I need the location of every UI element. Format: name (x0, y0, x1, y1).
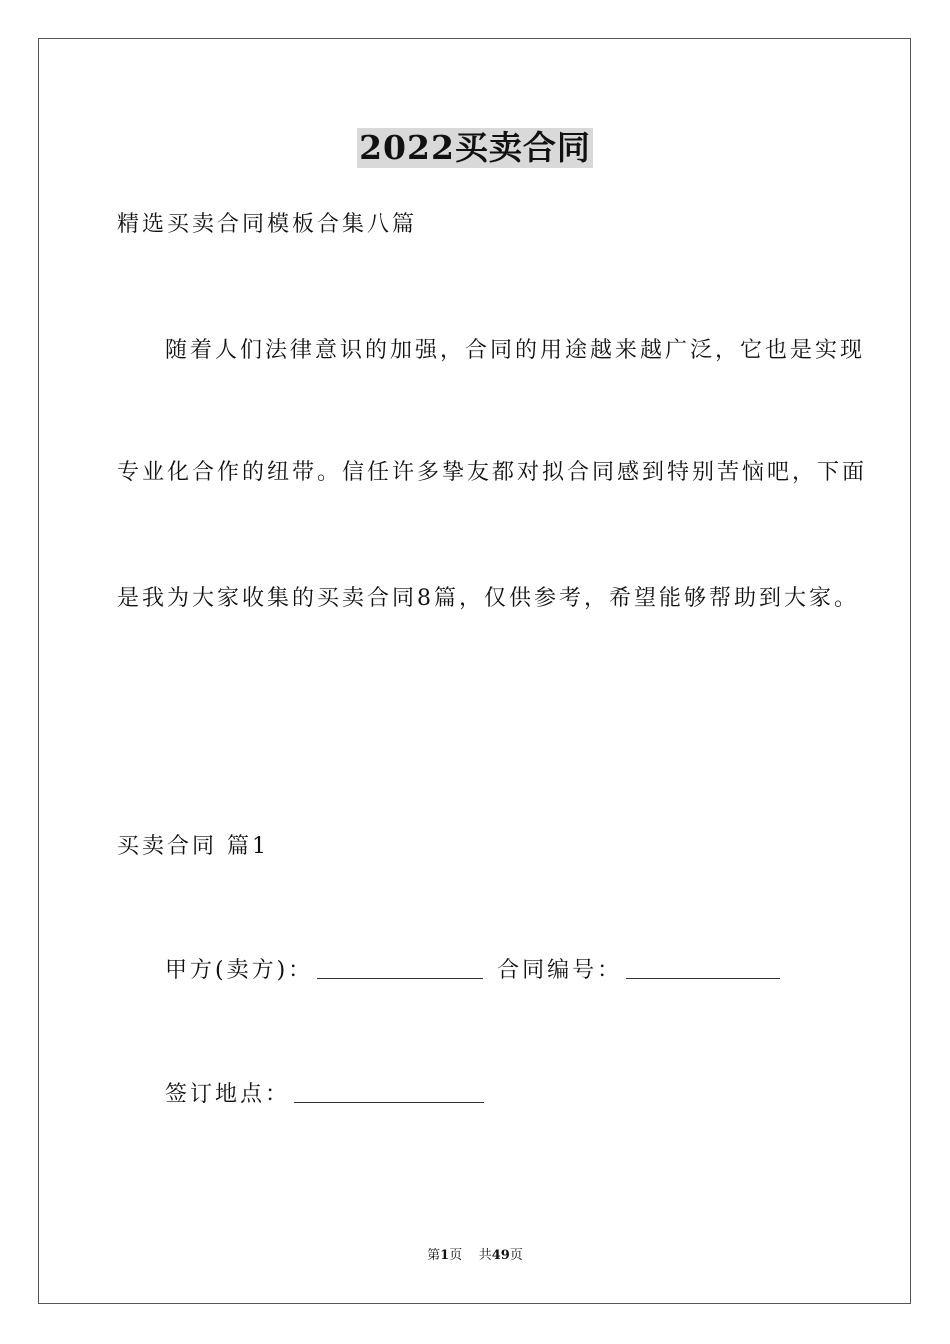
footer-page-number: 1 (440, 1248, 450, 1263)
section-heading: 买卖合同 篇1 (117, 834, 269, 859)
intro-paragraph-line-3: 是我为大家收集的买卖合同8篇，仅供参考，希望能够帮助到大家。 (117, 586, 859, 611)
party-a-blank (317, 956, 483, 979)
footer-total-prefix: 共 (478, 1248, 492, 1263)
title-container (0, 128, 950, 168)
page-footer (0, 1247, 950, 1265)
footer-page-unit: 页 (449, 1248, 463, 1263)
footer-total-unit: 页 (509, 1248, 523, 1263)
contract-no-label: 合同编号： (497, 958, 623, 983)
footer-total-pages: 49 (491, 1248, 510, 1263)
sign-place-row (165, 1080, 484, 1110)
contract-no-blank (626, 956, 780, 979)
intro-paragraph-line-2: 专业化合作的纽带。信任许多挚友都对拟合同感到特别苦恼吧，下面 (117, 460, 868, 485)
party-and-contract-row (165, 956, 780, 986)
footer-prefix: 第 (427, 1248, 441, 1263)
intro-paragraph-line-1: 随着人们法律意识的加强，合同的用途越来越广泛，它也是实现 (165, 338, 866, 363)
document-title: 2022买卖合同 (359, 128, 591, 167)
sign-place-blank (294, 1080, 484, 1103)
sign-place-label: 签订地点： (165, 1082, 291, 1107)
party-a-label: 甲方(卖方)： (165, 958, 314, 983)
document-subtitle: 精选买卖合同模板合集八篇 (117, 212, 418, 237)
